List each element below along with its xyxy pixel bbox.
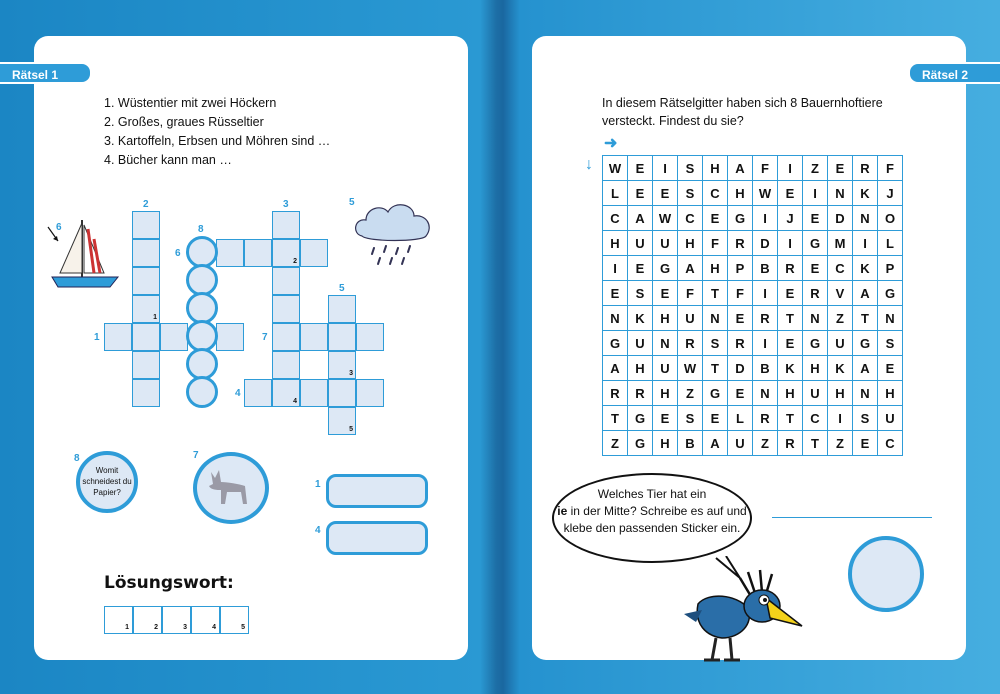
- solution-box-number: 1: [125, 624, 129, 631]
- solution-box[interactable]: [104, 606, 133, 634]
- grid-letter-cell[interactable]: E: [778, 181, 803, 206]
- grid-letter-cell[interactable]: U: [653, 231, 678, 256]
- grid-letter-cell[interactable]: C: [678, 206, 703, 231]
- grid-letter-cell[interactable]: A: [853, 281, 878, 306]
- crossword-cell[interactable]: [132, 239, 160, 267]
- grid-letter-cell[interactable]: T: [853, 306, 878, 331]
- crossword-cell[interactable]: [132, 351, 160, 379]
- crossword-cell[interactable]: [272, 379, 300, 407]
- answer-field-4[interactable]: [326, 521, 428, 555]
- crossword-cell[interactable]: [132, 379, 160, 407]
- grid-letter-cell[interactable]: E: [628, 256, 653, 281]
- grid-letter-cell[interactable]: R: [778, 431, 803, 456]
- clue-2: 2. Großes, graues Rüsseltier: [104, 115, 264, 129]
- arrow-right-icon: ➜: [604, 135, 618, 152]
- grid-letter-cell[interactable]: K: [628, 306, 653, 331]
- grid-letter-cell[interactable]: F: [728, 281, 753, 306]
- clue-number-4: 4: [235, 388, 241, 399]
- grid-letter-cell[interactable]: U: [678, 306, 703, 331]
- grid-letter-cell[interactable]: Z: [603, 431, 628, 456]
- grid-row: [603, 356, 903, 381]
- puzzle-1-tag: Rätsel 1: [0, 62, 92, 84]
- word-search-grid: [602, 155, 903, 456]
- grid-letter-cell[interactable]: S: [853, 406, 878, 431]
- grid-letter-cell[interactable]: T: [803, 431, 828, 456]
- grid-letter-cell[interactable]: R: [778, 256, 803, 281]
- grid-letter-cell[interactable]: P: [878, 256, 903, 281]
- crossword-cell[interactable]: [216, 239, 244, 267]
- grid-letter-cell[interactable]: H: [878, 381, 903, 406]
- grid-letter-cell[interactable]: H: [628, 356, 653, 381]
- grid-letter-cell[interactable]: T: [703, 281, 728, 306]
- grid-letter-cell[interactable]: N: [803, 306, 828, 331]
- solution-box-number: 5: [241, 624, 245, 631]
- crossword-cell[interactable]: [300, 379, 328, 407]
- grid-row: [603, 156, 903, 181]
- grid-letter-cell[interactable]: G: [628, 406, 653, 431]
- crossword-cell[interactable]: [244, 239, 272, 267]
- answer-field-1[interactable]: [326, 474, 428, 508]
- arrow-down-icon: ↓: [585, 156, 593, 173]
- grid-letter-cell[interactable]: R: [728, 331, 753, 356]
- pill-number-1: 1: [315, 479, 321, 490]
- crossword-cell[interactable]: [132, 267, 160, 295]
- puzzle-2-tag: Rätsel 2: [908, 62, 1000, 84]
- crossword-cell[interactable]: [132, 323, 160, 351]
- crossword-cell[interactable]: [300, 323, 328, 351]
- speech-bubble: [552, 473, 752, 563]
- crossword-cell[interactable]: [328, 295, 356, 323]
- grid-letter-cell[interactable]: C: [603, 206, 628, 231]
- crossword-cell[interactable]: [132, 295, 160, 323]
- grid-letter-cell[interactable]: S: [678, 156, 703, 181]
- grid-letter-cell[interactable]: U: [828, 331, 853, 356]
- clue-number-6: 6: [175, 248, 181, 259]
- grid-letter-cell[interactable]: B: [753, 356, 778, 381]
- grid-letter-cell[interactable]: R: [753, 306, 778, 331]
- grid-row: [603, 231, 903, 256]
- crossword-cell[interactable]: [160, 323, 188, 351]
- grid-letter-cell[interactable]: A: [728, 156, 753, 181]
- grid-letter-cell[interactable]: E: [628, 156, 653, 181]
- grid-letter-cell[interactable]: N: [828, 181, 853, 206]
- grid-letter-cell[interactable]: E: [653, 406, 678, 431]
- grid-letter-cell[interactable]: S: [678, 406, 703, 431]
- grid-letter-cell[interactable]: A: [703, 431, 728, 456]
- grid-letter-cell[interactable]: E: [653, 181, 678, 206]
- clue-number-5: 5: [339, 283, 345, 294]
- clue-number-5-cloud: 5: [349, 197, 355, 208]
- grid-letter-cell[interactable]: S: [678, 181, 703, 206]
- grid-letter-cell[interactable]: N: [653, 331, 678, 356]
- grid-letter-cell[interactable]: O: [878, 206, 903, 231]
- grid-letter-cell[interactable]: N: [878, 306, 903, 331]
- grid-letter-cell[interactable]: G: [803, 231, 828, 256]
- grid-letter-cell[interactable]: A: [603, 356, 628, 381]
- grid-letter-cell[interactable]: U: [653, 356, 678, 381]
- grid-letter-cell[interactable]: E: [828, 156, 853, 181]
- solution-index: 1: [153, 314, 157, 321]
- grid-letter-cell[interactable]: L: [728, 406, 753, 431]
- crossword-cell[interactable]: [328, 323, 356, 351]
- grid-letter-cell[interactable]: S: [628, 281, 653, 306]
- clue-number-7: 7: [262, 332, 268, 343]
- grid-letter-cell[interactable]: E: [778, 281, 803, 306]
- grid-letter-cell[interactable]: S: [878, 331, 903, 356]
- bird-character-icon: [678, 568, 804, 664]
- solution-box[interactable]: [191, 606, 220, 634]
- clue-1: 1. Wüstentier mit zwei Höckern: [104, 96, 277, 110]
- grid-letter-cell[interactable]: R: [728, 231, 753, 256]
- grid-letter-cell[interactable]: L: [603, 181, 628, 206]
- crossword-cell[interactable]: [272, 295, 300, 323]
- sticker-circle-7[interactable]: [193, 452, 269, 524]
- crossword-cell[interactable]: [356, 323, 384, 351]
- grid-letter-cell[interactable]: E: [703, 206, 728, 231]
- grid-row: [603, 381, 903, 406]
- solution-index: 4: [293, 398, 297, 405]
- clue-3: 3. Kartoffeln, Erbsen und Möhren sind …: [104, 134, 331, 148]
- grid-row: [603, 206, 903, 231]
- grid-letter-cell[interactable]: E: [603, 281, 628, 306]
- grid-letter-cell[interactable]: J: [778, 206, 803, 231]
- grid-letter-cell[interactable]: I: [603, 256, 628, 281]
- grid-letter-cell[interactable]: S: [703, 331, 728, 356]
- grid-row: [603, 331, 903, 356]
- clue-number-3: 3: [283, 199, 289, 210]
- grid-letter-cell[interactable]: K: [828, 356, 853, 381]
- grid-letter-cell[interactable]: T: [778, 306, 803, 331]
- grid-letter-cell[interactable]: H: [703, 156, 728, 181]
- grid-letter-cell[interactable]: H: [828, 381, 853, 406]
- grid-letter-cell[interactable]: R: [603, 381, 628, 406]
- grid-letter-cell[interactable]: Z: [753, 431, 778, 456]
- grid-letter-cell[interactable]: G: [878, 281, 903, 306]
- grid-letter-cell[interactable]: K: [778, 356, 803, 381]
- clue-number-2: 2: [143, 199, 149, 210]
- grid-letter-cell[interactable]: P: [728, 256, 753, 281]
- grid-letter-cell[interactable]: V: [828, 281, 853, 306]
- grid-letter-cell[interactable]: G: [853, 331, 878, 356]
- grid-letter-cell[interactable]: Z: [803, 156, 828, 181]
- grid-letter-cell[interactable]: R: [628, 381, 653, 406]
- grid-letter-cell[interactable]: G: [703, 381, 728, 406]
- grid-letter-cell[interactable]: G: [628, 431, 653, 456]
- grid-letter-cell[interactable]: H: [653, 306, 678, 331]
- solution-box-number: 4: [212, 624, 216, 631]
- pill-number-4: 4: [315, 525, 321, 536]
- crossword-cell[interactable]: [244, 379, 272, 407]
- donkey-icon: [197, 456, 265, 520]
- rain-cloud-icon: [352, 198, 436, 270]
- grid-letter-cell[interactable]: W: [653, 206, 678, 231]
- grid-letter-cell[interactable]: R: [803, 281, 828, 306]
- grid-letter-cell[interactable]: U: [728, 431, 753, 456]
- grid-letter-cell[interactable]: D: [728, 356, 753, 381]
- grid-letter-cell[interactable]: G: [728, 206, 753, 231]
- crossword-cell[interactable]: [272, 351, 300, 379]
- grid-letter-cell[interactable]: Z: [828, 431, 853, 456]
- grid-letter-cell[interactable]: I: [803, 181, 828, 206]
- grid-letter-cell[interactable]: U: [878, 406, 903, 431]
- crossword-circle-cell[interactable]: [186, 376, 218, 408]
- grid-letter-cell[interactable]: K: [853, 256, 878, 281]
- grid-letter-cell[interactable]: T: [603, 406, 628, 431]
- grid-letter-cell[interactable]: D: [753, 231, 778, 256]
- crossword-cell[interactable]: [328, 407, 356, 435]
- sticker-circle-answer[interactable]: [848, 536, 924, 612]
- grid-letter-cell[interactable]: B: [678, 431, 703, 456]
- grid-letter-cell[interactable]: G: [653, 256, 678, 281]
- grid-letter-cell[interactable]: C: [803, 406, 828, 431]
- clue-number-8: 8: [198, 224, 204, 235]
- grid-letter-cell[interactable]: W: [678, 356, 703, 381]
- crossword-cell[interactable]: [272, 211, 300, 239]
- puzzle-2-intro: In diesem Rätselgitter haben sich 8 Bauernhoftiere versteckt. Findest du sie?: [602, 96, 883, 128]
- crossword-cell[interactable]: [356, 379, 384, 407]
- grid-letter-cell[interactable]: W: [603, 156, 628, 181]
- grid-letter-cell[interactable]: E: [628, 181, 653, 206]
- grid-letter-cell[interactable]: L: [878, 231, 903, 256]
- bubble-text-1: Welches Tier hat ein: [597, 487, 707, 501]
- grid-letter-cell[interactable]: N: [703, 306, 728, 331]
- sticker-number-8: 8: [74, 453, 80, 464]
- grid-letter-cell[interactable]: I: [753, 331, 778, 356]
- grid-row: [603, 256, 903, 281]
- grid-letter-cell[interactable]: H: [678, 231, 703, 256]
- grid-row: [603, 281, 903, 306]
- grid-letter-cell[interactable]: G: [603, 331, 628, 356]
- crossword-cell[interactable]: [328, 351, 356, 379]
- grid-letter-cell[interactable]: K: [853, 181, 878, 206]
- grid-letter-cell[interactable]: E: [853, 431, 878, 456]
- grid-letter-cell[interactable]: H: [778, 381, 803, 406]
- solution-box[interactable]: [133, 606, 162, 634]
- grid-letter-cell[interactable]: C: [878, 431, 903, 456]
- grid-letter-cell[interactable]: N: [603, 306, 628, 331]
- grid-letter-cell[interactable]: E: [803, 256, 828, 281]
- grid-letter-cell[interactable]: H: [728, 181, 753, 206]
- crossword-cell[interactable]: [104, 323, 132, 351]
- grid-letter-cell[interactable]: C: [703, 181, 728, 206]
- grid-letter-cell[interactable]: H: [653, 431, 678, 456]
- grid-letter-cell[interactable]: E: [703, 406, 728, 431]
- clue-4: 4. Bücher kann man …: [104, 153, 232, 167]
- grid-letter-cell[interactable]: E: [728, 381, 753, 406]
- grid-letter-cell[interactable]: R: [753, 406, 778, 431]
- grid-letter-cell[interactable]: E: [803, 206, 828, 231]
- grid-letter-cell[interactable]: I: [753, 281, 778, 306]
- grid-letter-cell[interactable]: B: [753, 256, 778, 281]
- grid-letter-cell[interactable]: I: [653, 156, 678, 181]
- crossword-cell[interactable]: [328, 379, 356, 407]
- grid-row: [603, 306, 903, 331]
- grid-letter-cell[interactable]: I: [778, 156, 803, 181]
- crossword-cell[interactable]: [300, 239, 328, 267]
- grid-letter-cell[interactable]: E: [878, 356, 903, 381]
- grid-letter-cell[interactable]: H: [803, 356, 828, 381]
- grid-letter-cell[interactable]: Z: [678, 381, 703, 406]
- grid-letter-cell[interactable]: N: [853, 206, 878, 231]
- grid-letter-cell[interactable]: J: [878, 181, 903, 206]
- grid-letter-cell[interactable]: F: [878, 156, 903, 181]
- grid-row: [603, 406, 903, 431]
- grid-letter-cell[interactable]: C: [828, 256, 853, 281]
- grid-letter-cell[interactable]: E: [728, 306, 753, 331]
- grid-letter-cell[interactable]: T: [778, 406, 803, 431]
- sticker-number-7: 7: [193, 450, 199, 461]
- crossword-cell[interactable]: [132, 211, 160, 239]
- grid-letter-cell[interactable]: F: [753, 156, 778, 181]
- solution-index: 3: [349, 370, 353, 377]
- bubble-text-2: in der Mitte? Schreibe es auf und klebe den passenden Sticker ein.: [563, 504, 747, 535]
- bubble-highlight: ie: [557, 504, 568, 518]
- grid-row: [603, 181, 903, 206]
- answer-line[interactable]: [772, 517, 932, 518]
- grid-letter-cell[interactable]: G: [803, 331, 828, 356]
- grid-letter-cell[interactable]: U: [628, 231, 653, 256]
- grid-letter-cell[interactable]: T: [703, 356, 728, 381]
- grid-letter-cell[interactable]: Z: [828, 306, 853, 331]
- solution-word-label: Lösungswort:: [104, 573, 234, 593]
- grid-letter-cell[interactable]: H: [653, 381, 678, 406]
- grid-letter-cell[interactable]: N: [753, 381, 778, 406]
- grid-letter-cell[interactable]: E: [653, 281, 678, 306]
- grid-letter-cell[interactable]: U: [628, 331, 653, 356]
- grid-letter-cell[interactable]: H: [703, 256, 728, 281]
- clue-number-6-sailboat: 6: [56, 222, 62, 233]
- solution-box[interactable]: [162, 606, 191, 634]
- scissors-question: Womit schneidest du Papier?: [82, 466, 132, 497]
- grid-letter-cell[interactable]: H: [603, 231, 628, 256]
- grid-letter-cell[interactable]: W: [753, 181, 778, 206]
- solution-box[interactable]: [220, 606, 249, 634]
- grid-letter-cell[interactable]: U: [803, 381, 828, 406]
- solution-index: 5: [349, 426, 353, 433]
- grid-letter-cell[interactable]: R: [678, 331, 703, 356]
- solution-box-number: 3: [183, 624, 187, 631]
- clue-list: [104, 94, 330, 170]
- grid-letter-cell[interactable]: N: [853, 381, 878, 406]
- grid-letter-cell[interactable]: I: [778, 231, 803, 256]
- question-circle-8: [76, 451, 138, 513]
- grid-letter-cell[interactable]: D: [828, 206, 853, 231]
- grid-letter-cell[interactable]: A: [853, 356, 878, 381]
- grid-letter-cell[interactable]: E: [778, 331, 803, 356]
- grid-letter-cell[interactable]: I: [828, 406, 853, 431]
- grid-row: [603, 431, 903, 456]
- grid-letter-cell[interactable]: M: [828, 231, 853, 256]
- crossword-cell[interactable]: [216, 323, 244, 351]
- crossword-cell[interactable]: [272, 267, 300, 295]
- grid-letter-cell[interactable]: I: [853, 231, 878, 256]
- grid-letter-cell[interactable]: F: [678, 281, 703, 306]
- solution-index: 2: [293, 258, 297, 265]
- solution-box-number: 2: [154, 624, 158, 631]
- grid-letter-cell[interactable]: A: [628, 206, 653, 231]
- grid-letter-cell[interactable]: I: [753, 206, 778, 231]
- crossword-cell[interactable]: [272, 239, 300, 267]
- grid-letter-cell[interactable]: R: [853, 156, 878, 181]
- crossword-cell[interactable]: [272, 323, 300, 351]
- grid-letter-cell[interactable]: A: [678, 256, 703, 281]
- clue-number-1: 1: [94, 332, 100, 343]
- grid-letter-cell[interactable]: F: [703, 231, 728, 256]
